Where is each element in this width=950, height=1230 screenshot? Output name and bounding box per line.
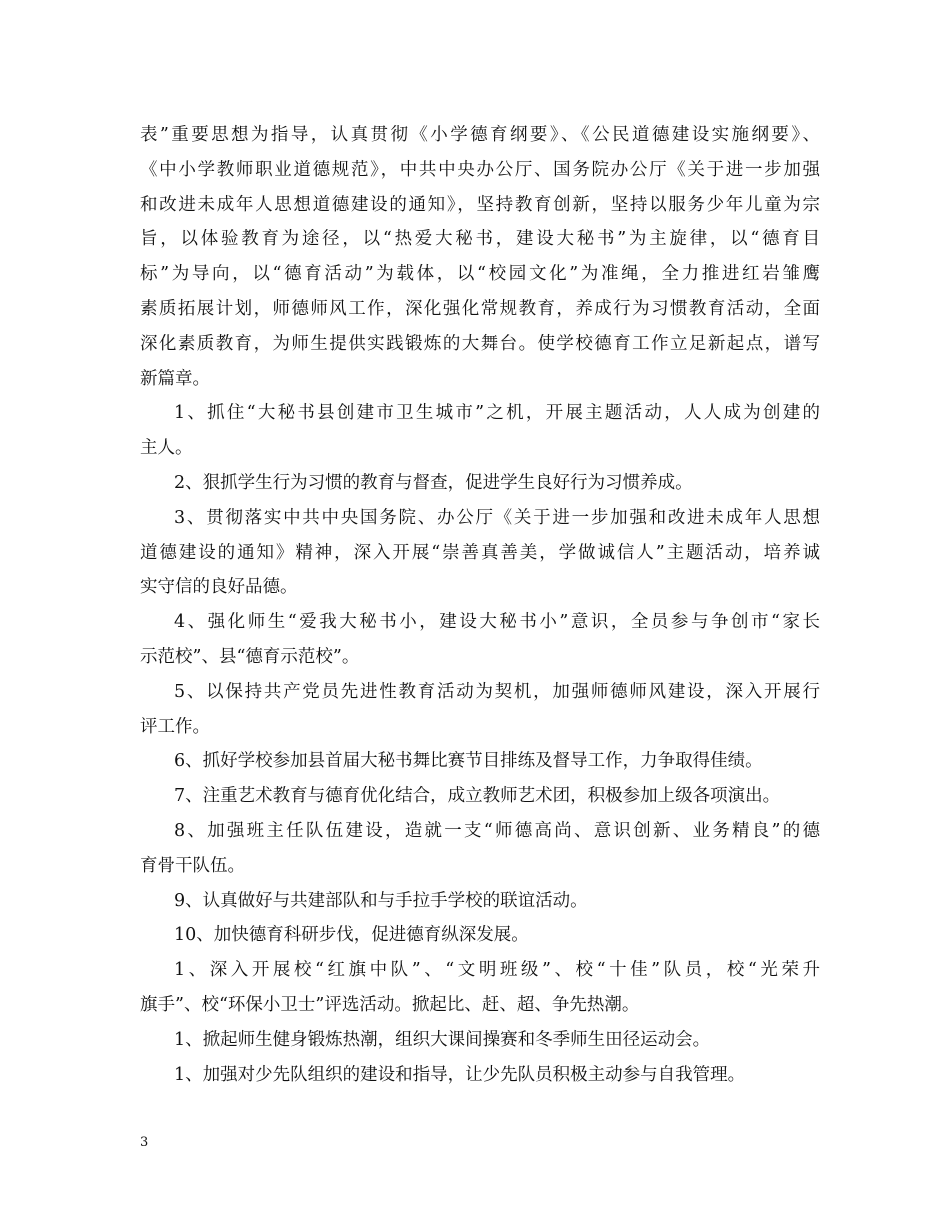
list-item-line: 7、注重艺术教育与德育优化结合，成立教师艺术团，积极参加上级各项演出。 [174,786,781,807]
list-item-line: 1、掀起师生健身锻炼热潮，组织大课间操赛和冬季师生田径运动会。 [174,1029,711,1050]
list-item-line: 10、加快德育科研步伐，促进德育纵深发展。 [174,925,529,946]
list-item-line: 4、强化师生“爱我大秘书小，建设大秘书小”意识，全员参与争创市“家长 [174,612,820,633]
text-line: 主人。 [140,438,193,459]
text-line: 素质拓展计划，师德师风工作，深化强化常规教育，养成行为习惯教育活动，全面 [140,298,820,319]
text-line: 育骨干队伍。 [140,855,245,876]
list-item-line: 1、加强对少先队组织的建设和指导，让少先队员积极主动参与自我管理。 [174,1064,746,1085]
list-item-line: 9、认真做好与共建部队和与手拉手学校的联谊活动。 [174,890,588,911]
text-line: 示范校”、县“德育示范校”。 [140,646,360,667]
list-item-line: 3、贯彻落实中共中央国务院、办公厅《关于进一步加强和改进未成年人思想 [174,507,820,528]
text-line: 表”重要思想为指导，认真贯彻《小学德育纲要》、《公民道德建设实施纲要》、 [140,125,820,145]
text-line: 标”为导向，以“德育活动”为载体，以“校园文化”为准绳，全力推进红岩雏鹰 [140,264,820,285]
list-item-line: 1、深入开展校“红旗中队”、“文明班级”、校“十佳”队员，校“光荣升 [174,960,820,981]
text-line: 深化素质教育，为师生提供实践锻炼的大舞台。使学校德育工作立足新起点，谱写 [140,333,820,354]
document-body [140,118,820,1092]
list-item-line: 5、以保持共产党员先进性教育活动为契机，加强师德师风建设，深入开展行 [174,681,820,702]
list-item-line: 8、加强班主任队伍建设，造就一支“师德高尚、意识创新、业务精良”的德 [174,820,820,841]
text-line: 道德建设的通知》精神，深入开展“崇善真善美，学做诚信人”主题活动，培养诚 [140,542,820,563]
page-number: 3 [140,1135,149,1150]
list-item-line: 1、抓住“大秘书县创建市卫生城市”之机，开展主题活动，人人成为创建的 [174,403,820,424]
list-item-line: 6、抓好学校参加县首届大秘书舞比赛节目排练及督导工作，力争取得佳绩。 [174,751,763,772]
text-line: 新篇章。 [140,368,210,389]
text-line: 实守信的良好品德。 [140,577,298,598]
text-line: 和改进未成年人思想道德建设的通知》，坚持教育创新，坚持以服务少年儿童为宗 [140,194,820,215]
text-line: 评工作。 [140,716,210,737]
text-line: 《中小学教师职业道德规范》，中共中央办公厅、国务院办公厅《关于进一步加强 [140,159,820,180]
text-line: 旗手”、校“环保小卫士”评选活动。掀起比、赶、超、争先热潮。 [140,994,640,1015]
list-item-line: 2、狠抓学生行为习惯的教育与督查，促进学生良好行为习惯养成。 [174,472,693,493]
text-line: 旨，以体验教育为途径，以“热爱大秘书，建设大秘书”为主旋律，以“德育目 [140,229,820,250]
